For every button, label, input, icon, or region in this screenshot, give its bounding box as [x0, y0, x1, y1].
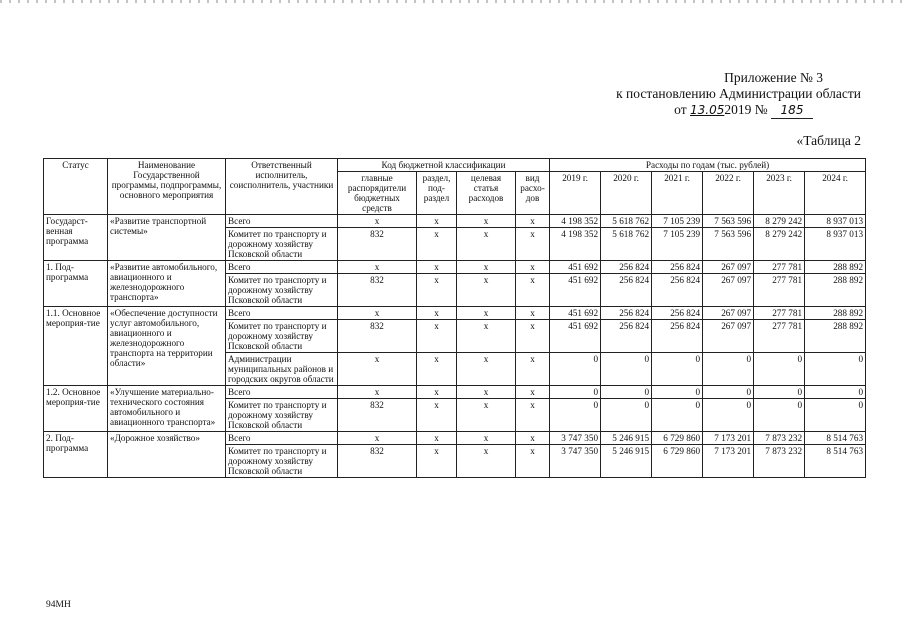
- col-grbs: главные распорядители бюджетных средств: [338, 172, 417, 215]
- grbs-cell: 832: [338, 445, 417, 478]
- expense-value-cell: 7 873 232: [754, 445, 805, 478]
- expense-value-cell: 0: [652, 353, 703, 386]
- expense-value-cell: 451 692: [550, 320, 601, 353]
- razdel-cell: х: [417, 320, 457, 353]
- executor-cell: Всего: [226, 307, 338, 320]
- expense-value-cell: 8 937 013: [805, 228, 866, 261]
- target-article-cell: х: [457, 445, 516, 478]
- expense-value-cell: 0: [550, 399, 601, 432]
- expense-value-cell: 8 514 763: [805, 432, 866, 445]
- executor-cell: Комитет по транспорту и дорожному хозяйству Псковской области: [226, 320, 338, 353]
- table-row: [44, 432, 866, 445]
- col-expenses: Расходы по годам (тыс. рублей): [550, 159, 866, 172]
- status-cell: 1.1. Основное мероприя-тие: [44, 307, 108, 386]
- razdel-cell: х: [417, 386, 457, 399]
- expense-value-cell: 8 937 013: [805, 215, 866, 228]
- expense-type-cell: х: [516, 307, 550, 320]
- expense-type-cell: х: [516, 261, 550, 274]
- program-name-cell: «Обеспечение доступности услуг автомобильного, авиационного и железнодорожного транспорта на территории области»: [108, 307, 226, 386]
- expense-value-cell: 288 892: [805, 261, 866, 274]
- expense-type-cell: х: [516, 320, 550, 353]
- handwritten-number: 185: [771, 102, 813, 119]
- expense-value-cell: 6 729 860: [652, 432, 703, 445]
- expense-value-cell: 0: [601, 353, 652, 386]
- date-year: 2019 №: [724, 102, 768, 117]
- grbs-cell: х: [338, 353, 417, 386]
- status-cell: Государст-венная программа: [44, 215, 108, 261]
- expense-type-cell: х: [516, 228, 550, 261]
- col-year-2019: 2019 г.: [550, 172, 601, 215]
- expense-value-cell: 277 781: [754, 307, 805, 320]
- table-label: «Таблица 2: [796, 133, 861, 148]
- date-prefix: от: [674, 102, 687, 117]
- table-body: [44, 215, 866, 478]
- status-cell: 2. Под-программа: [44, 432, 108, 478]
- target-article-cell: х: [457, 320, 516, 353]
- expense-value-cell: 7 173 201: [703, 432, 754, 445]
- expense-value-cell: 4 198 352: [550, 215, 601, 228]
- col-vr: вид расхо-дов: [516, 172, 550, 215]
- expense-value-cell: 256 824: [652, 307, 703, 320]
- grbs-cell: х: [338, 215, 417, 228]
- target-article-cell: х: [457, 307, 516, 320]
- appendix-subtitle: к постановлению Администрации области: [616, 86, 861, 101]
- expense-value-cell: 256 824: [652, 261, 703, 274]
- executor-cell: Всего: [226, 432, 338, 445]
- expense-value-cell: 8 514 763: [805, 445, 866, 478]
- grbs-cell: х: [338, 386, 417, 399]
- executor-cell: Всего: [226, 386, 338, 399]
- expense-value-cell: 267 097: [703, 307, 754, 320]
- table-row: [44, 215, 866, 228]
- executor-cell: Всего: [226, 215, 338, 228]
- razdel-cell: х: [417, 228, 457, 261]
- col-status: Статус: [44, 159, 108, 215]
- col-year-2020: 2020 г.: [601, 172, 652, 215]
- expense-type-cell: х: [516, 445, 550, 478]
- grbs-cell: 832: [338, 320, 417, 353]
- expense-value-cell: 7 563 596: [703, 215, 754, 228]
- executor-cell: Комитет по транспорту и дорожному хозяйству Псковской области: [226, 399, 338, 432]
- expense-value-cell: 3 747 350: [550, 445, 601, 478]
- target-article-cell: х: [457, 432, 516, 445]
- appendix-date-line: [674, 102, 813, 119]
- expense-value-cell: 0: [754, 399, 805, 432]
- target-article-cell: х: [457, 228, 516, 261]
- expense-value-cell: 5 246 915: [601, 432, 652, 445]
- razdel-cell: х: [417, 353, 457, 386]
- expense-value-cell: 5 246 915: [601, 445, 652, 478]
- grbs-cell: х: [338, 432, 417, 445]
- expense-value-cell: 256 824: [601, 320, 652, 353]
- expense-value-cell: 267 097: [703, 261, 754, 274]
- col-year-2023: 2023 г.: [754, 172, 805, 215]
- razdel-cell: х: [417, 261, 457, 274]
- expense-type-cell: х: [516, 386, 550, 399]
- program-name-cell: «Развитие автомобильного, авиационного и железнодорожного транспорта»: [108, 261, 226, 307]
- grbs-cell: х: [338, 307, 417, 320]
- expense-value-cell: 277 781: [754, 261, 805, 274]
- expense-value-cell: 288 892: [805, 274, 866, 307]
- expense-value-cell: 0: [601, 399, 652, 432]
- table-row: [44, 386, 866, 399]
- expense-value-cell: 451 692: [550, 261, 601, 274]
- executor-cell: Всего: [226, 261, 338, 274]
- expense-value-cell: 256 824: [652, 274, 703, 307]
- table-row: [44, 307, 866, 320]
- table-row: [44, 261, 866, 274]
- program-name-cell: «Улучшение материально-технического состояния автомобильного и авиационного транспорта»: [108, 386, 226, 432]
- expense-value-cell: 7 563 596: [703, 228, 754, 261]
- col-year-2021: 2021 г.: [652, 172, 703, 215]
- table-header: [44, 159, 866, 215]
- expense-value-cell: 0: [550, 353, 601, 386]
- expense-value-cell: 0: [805, 399, 866, 432]
- expense-value-cell: 277 781: [754, 320, 805, 353]
- expense-value-cell: 256 824: [601, 307, 652, 320]
- expense-value-cell: 0: [652, 386, 703, 399]
- appendix-title: Приложение № 3: [724, 70, 823, 85]
- expense-value-cell: 7 105 239: [652, 228, 703, 261]
- expense-value-cell: 256 824: [652, 320, 703, 353]
- razdel-cell: х: [417, 432, 457, 445]
- grbs-cell: 832: [338, 399, 417, 432]
- target-article-cell: х: [457, 261, 516, 274]
- expense-type-cell: х: [516, 353, 550, 386]
- expense-value-cell: 0: [754, 386, 805, 399]
- status-cell: 1.2. Основное мероприя-тие: [44, 386, 108, 432]
- razdel-cell: х: [417, 399, 457, 432]
- expense-value-cell: 451 692: [550, 274, 601, 307]
- expense-value-cell: 451 692: [550, 307, 601, 320]
- grbs-cell: х: [338, 261, 417, 274]
- expense-value-cell: 6 729 860: [652, 445, 703, 478]
- expense-value-cell: 7 873 232: [754, 432, 805, 445]
- expense-value-cell: 256 824: [601, 274, 652, 307]
- executor-cell: Комитет по транспорту и дорожному хозяйству Псковской области: [226, 274, 338, 307]
- expense-value-cell: 0: [703, 386, 754, 399]
- grbs-cell: 832: [338, 228, 417, 261]
- expense-value-cell: 5 618 762: [601, 215, 652, 228]
- expense-value-cell: 0: [703, 353, 754, 386]
- program-name-cell: «Дорожное хозяйство»: [108, 432, 226, 478]
- handwritten-date: 13.05: [690, 103, 725, 117]
- expense-value-cell: 288 892: [805, 320, 866, 353]
- expense-value-cell: 8 279 242: [754, 215, 805, 228]
- expense-type-cell: х: [516, 215, 550, 228]
- target-article-cell: х: [457, 353, 516, 386]
- expense-value-cell: 0: [805, 386, 866, 399]
- executor-cell: Комитет по транспорту и дорожному хозяйству Псковской области: [226, 228, 338, 261]
- col-target: целевая статья расходов: [457, 172, 516, 215]
- expense-value-cell: 7 173 201: [703, 445, 754, 478]
- target-article-cell: х: [457, 399, 516, 432]
- status-cell: 1. Под-программа: [44, 261, 108, 307]
- expense-value-cell: 277 781: [754, 274, 805, 307]
- expense-value-cell: 3 747 350: [550, 432, 601, 445]
- expense-value-cell: 7 105 239: [652, 215, 703, 228]
- expense-value-cell: 8 279 242: [754, 228, 805, 261]
- razdel-cell: х: [417, 307, 457, 320]
- target-article-cell: х: [457, 274, 516, 307]
- expense-value-cell: 0: [550, 386, 601, 399]
- expense-value-cell: 267 097: [703, 320, 754, 353]
- expense-value-cell: 0: [652, 399, 703, 432]
- col-executor: Ответственный исполнитель, соисполнитель, участники: [226, 159, 338, 215]
- scan-edge-artifact: [0, 0, 905, 3]
- expense-value-cell: 288 892: [805, 307, 866, 320]
- expense-type-cell: х: [516, 399, 550, 432]
- expense-type-cell: х: [516, 432, 550, 445]
- col-budget-code: Код бюджетной классификации: [338, 159, 550, 172]
- expense-value-cell: 5 618 762: [601, 228, 652, 261]
- razdel-cell: х: [417, 274, 457, 307]
- expense-value-cell: 256 824: [601, 261, 652, 274]
- razdel-cell: х: [417, 215, 457, 228]
- expense-type-cell: х: [516, 274, 550, 307]
- executor-cell: Комитет по транспорту и дорожному хозяйству Псковской области: [226, 445, 338, 478]
- budget-table: [43, 158, 866, 478]
- footer-code: 94МН: [46, 600, 71, 610]
- expense-value-cell: 0: [754, 353, 805, 386]
- razdel-cell: х: [417, 445, 457, 478]
- col-year-2022: 2022 г.: [703, 172, 754, 215]
- col-name: Наименование Государственной программы, подпрограммы, основного мероприятия: [108, 159, 226, 215]
- target-article-cell: х: [457, 386, 516, 399]
- executor-cell: Администрации муниципальных районов и городских округов области: [226, 353, 338, 386]
- expense-value-cell: 0: [601, 386, 652, 399]
- expense-value-cell: 4 198 352: [550, 228, 601, 261]
- program-name-cell: «Развитие транспортной системы»: [108, 215, 226, 261]
- target-article-cell: х: [457, 215, 516, 228]
- grbs-cell: 832: [338, 274, 417, 307]
- col-year-2024: 2024 г.: [805, 172, 866, 215]
- col-razdel: раздел, под-раздел: [417, 172, 457, 215]
- expense-value-cell: 0: [805, 353, 866, 386]
- expense-value-cell: 267 097: [703, 274, 754, 307]
- expense-value-cell: 0: [703, 399, 754, 432]
